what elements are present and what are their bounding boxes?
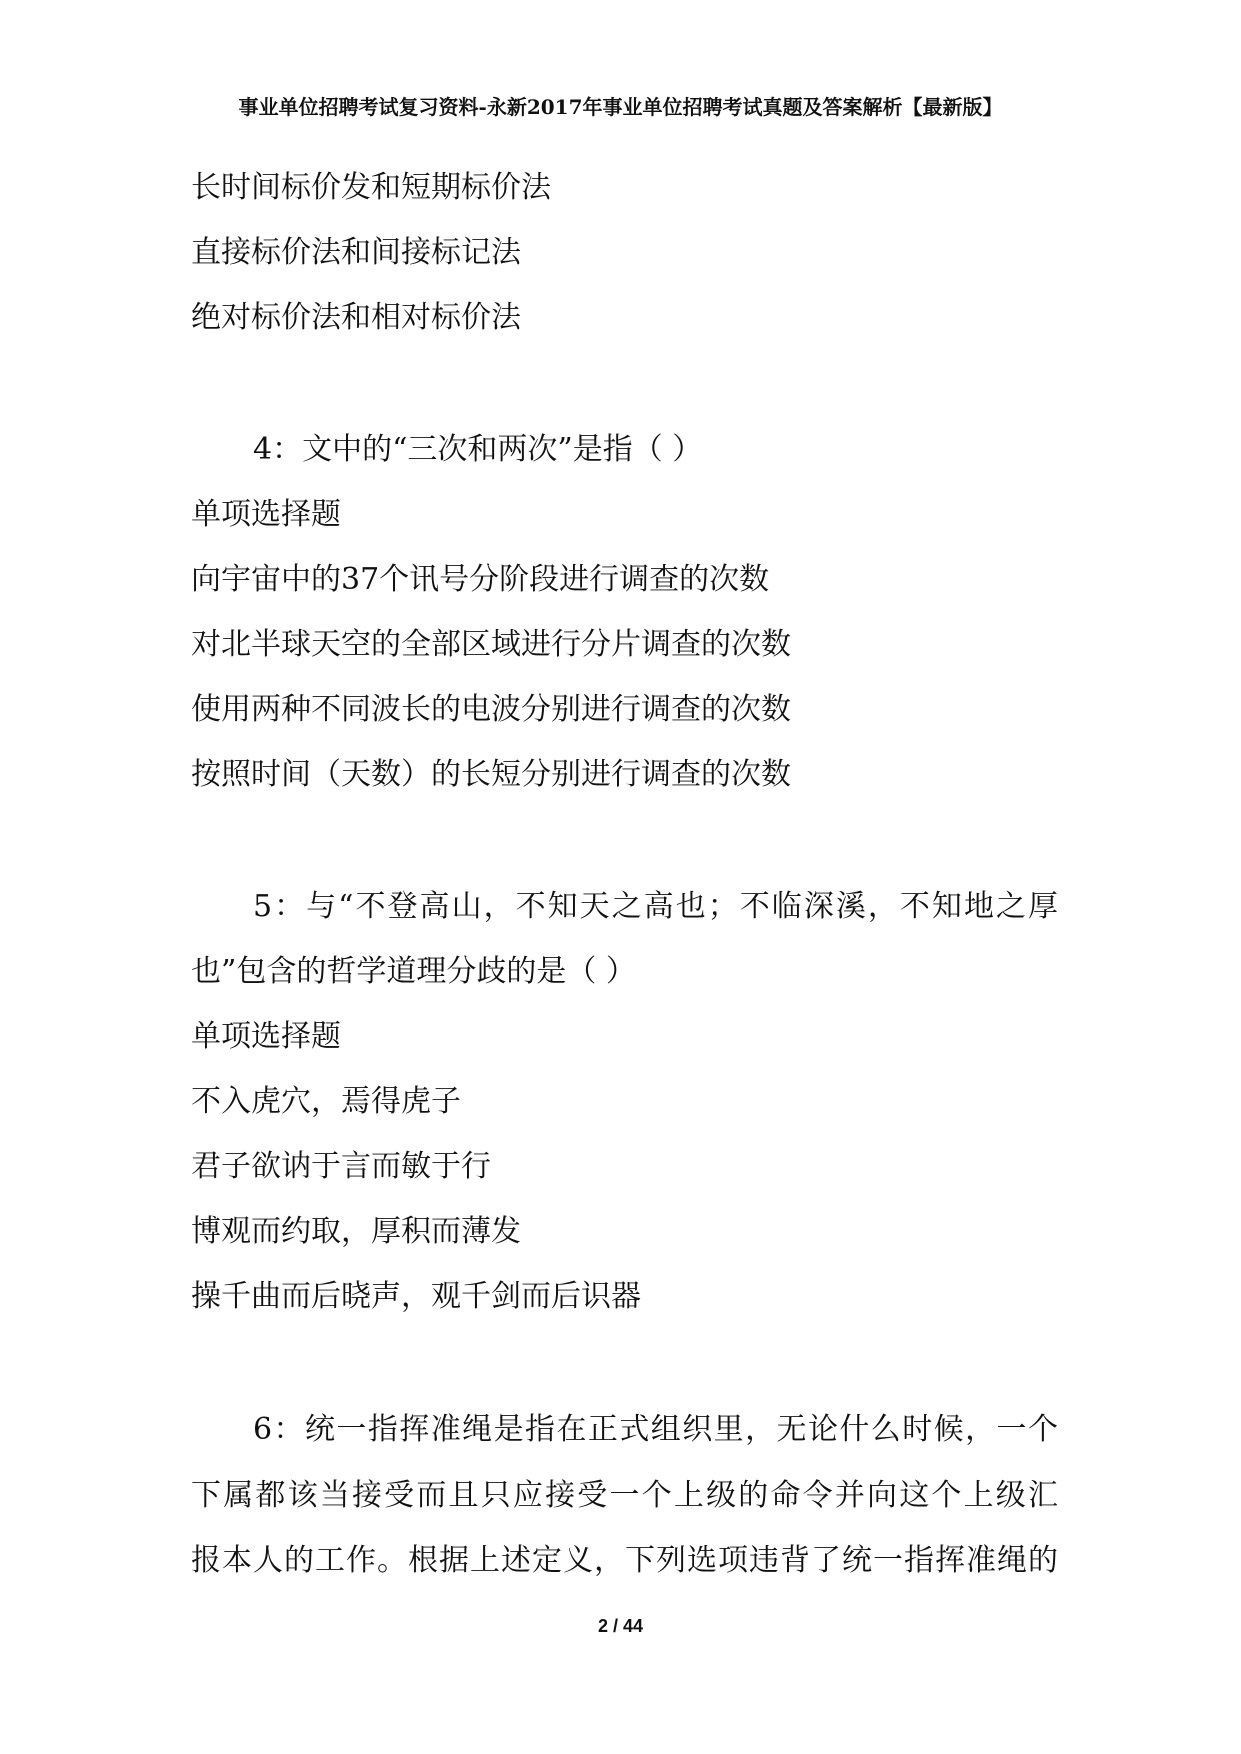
q5-stem-line-2: 也”包含的哲学道理分歧的是（ ） [191,954,636,989]
page-header-title: 事业单位招聘考试复习资料-永新2017年事业单位招聘考试真题及答案解析【最新版】 [238,95,1003,119]
q4-option-1: 向宇宙中的37个讯号分阶段进行调查的次数 [191,562,770,597]
q4-option-3: 使用两种不同波长的电波分别进行调查的次数 [191,692,791,727]
q3-option-2: 直接标价法和间接标记法 [191,235,521,270]
q4-option-4: 按照时间（天数）的长短分别进行调查的次数 [191,757,791,792]
q5-option-1: 不入虎穴，焉得虎子 [191,1084,461,1119]
q6-stem-line-1: 6：统一指挥准绳是指在正式组织里，无论什么时候，一个 [253,1412,1058,1447]
q4-stem: 4：文中的“三次和两次”是指（ ） [253,432,703,467]
q3-option-1: 长时间标价发和短期标价法 [191,170,551,205]
page-number: 2 / 44 [597,1616,644,1636]
q5-option-3: 博观而约取，厚积而薄发 [191,1214,521,1249]
q5-option-2: 君子欲讷于言而敏于行 [191,1149,491,1184]
q4-type: 单项选择题 [191,497,341,532]
q6-stem-line-3: 报本人的工作。根据上述定义，下列选项违背了统一指挥准绳的 [191,1543,1058,1578]
q5-option-4: 操千曲而后晓声，观千剑而后识器 [191,1279,641,1314]
q5-type: 单项选择题 [191,1019,341,1054]
q4-option-2: 对北半球天空的全部区域进行分片调查的次数 [191,627,791,662]
q6-stem-line-2: 下属都该当接受而且只应接受一个上级的命令并向这个上级汇 [191,1478,1058,1513]
q5-stem-line-1: 5：与“不登高山，不知天之高也；不临深溪，不知地之厚 [253,889,1058,924]
q3-option-3: 绝对标价法和相对标价法 [191,300,521,335]
